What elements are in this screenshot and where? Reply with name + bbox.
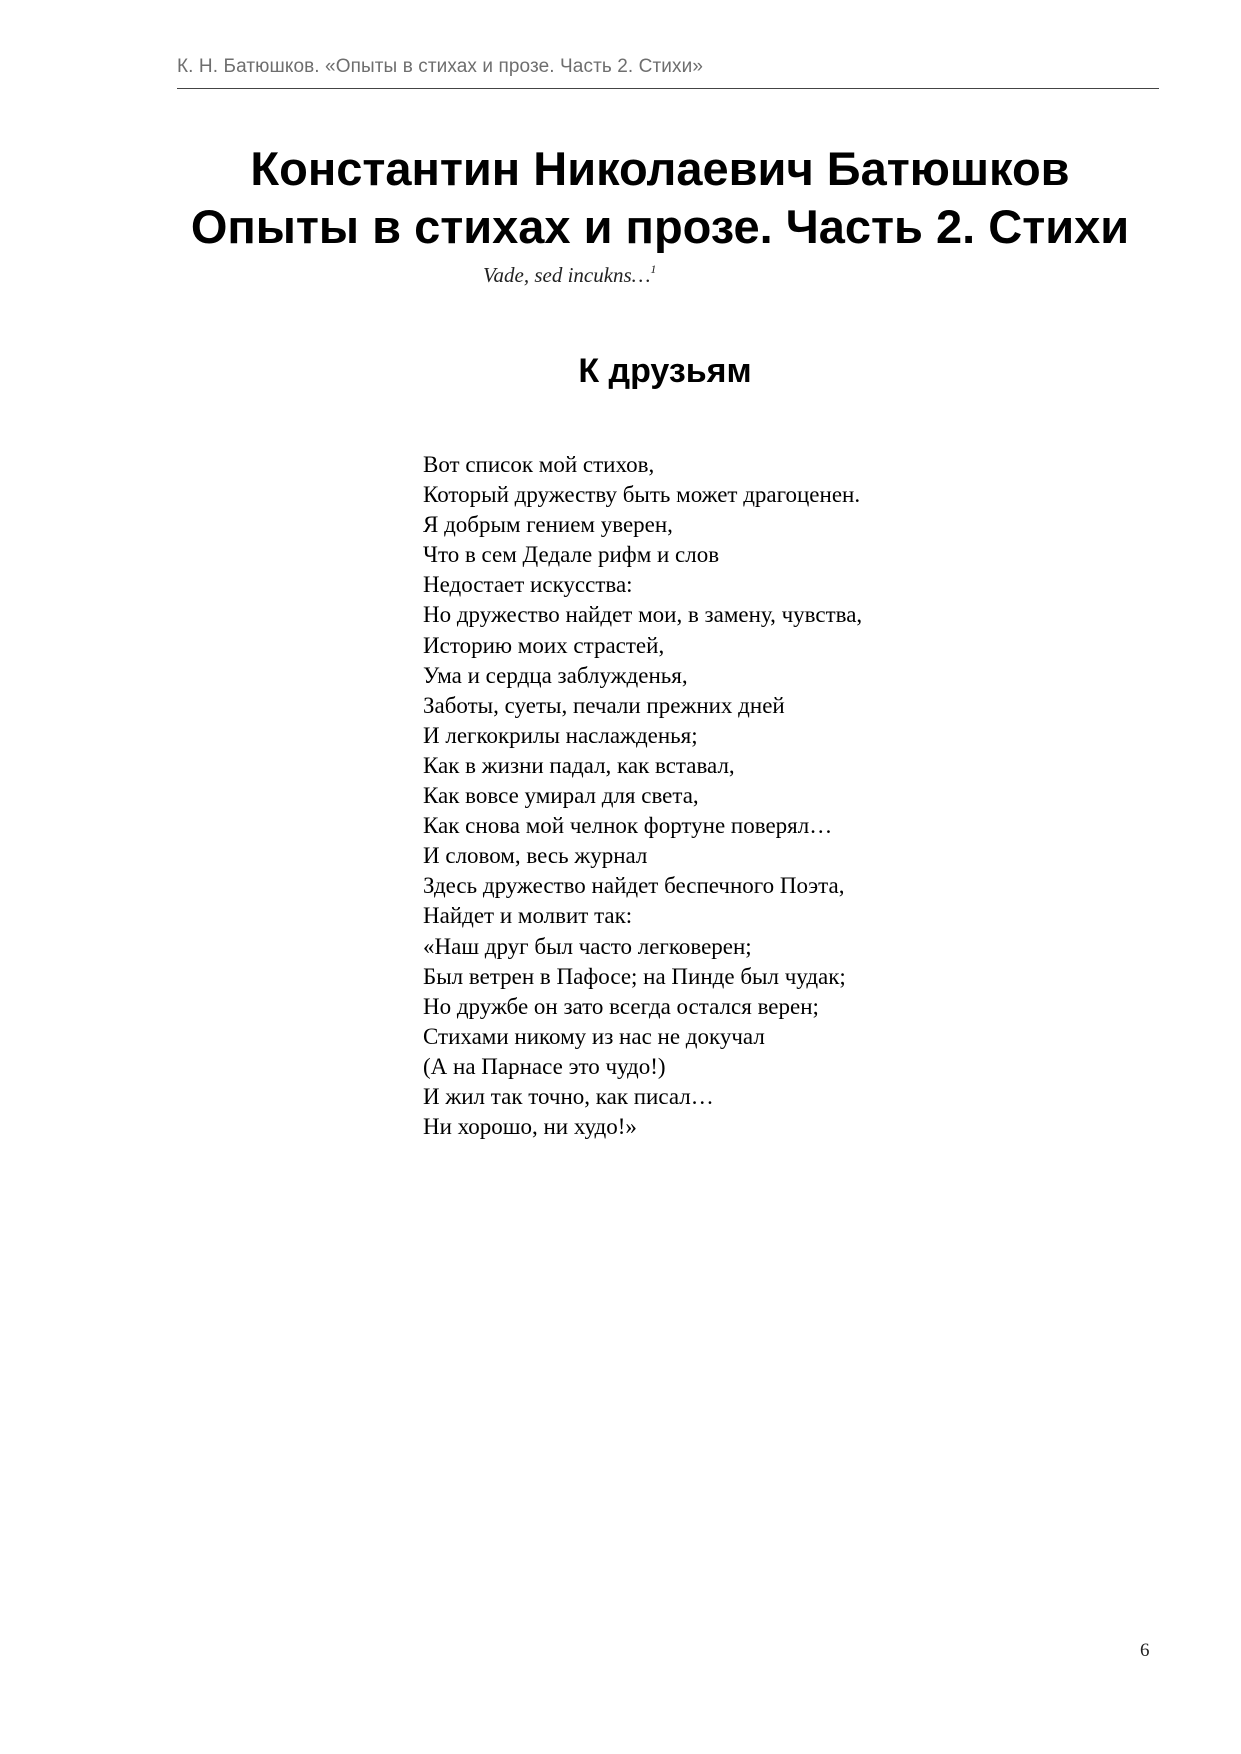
poem-line: Историю моих страстей, [423,632,665,658]
poem-line: Я добрым гением уверен, [423,512,673,538]
poem-line: «Наш друг был часто легковерен; [423,933,752,959]
page-number: 6 [1140,1640,1150,1661]
poem-line: Ни хорошо, ни худо!» [423,1114,637,1140]
poem-line: Но дружбе он зато всегда остался верен; [423,993,819,1019]
poem-line: Вот список мой стихов, [423,452,655,477]
poem-line: И жил так точно, как писал… [423,1083,714,1109]
poem-line: Как снова мой челнок фортуне поверял… [423,813,833,839]
poem-line: И легкокрилы наслажденья; [423,722,698,748]
book-title-author: Константин Николаевич Батюшков [250,142,1070,195]
running-header: К. Н. Батюшков. «Опыты в стихах и прозе. Часть 2. Стихи» [177,56,703,77]
poem-line: Найдет и молвит так: [423,903,633,929]
epigraph-text: Vade, sed incukns… [483,263,651,287]
poem-line: Но дружество найдет мои, в замену, чувства, [423,602,863,628]
poem-title: К друзьям [578,352,752,390]
poem-body [423,450,862,1142]
poem-line: Как вовсе умирал для света, [423,783,699,809]
book-title-work: Опыты в стихах и прозе. Часть 2. Стихи [190,200,1130,253]
poem-line: Стихами никому из нас не докучал [423,1023,765,1049]
poem-line: (А на Парнасе это чудо!) [423,1053,666,1079]
footnote-reference[interactable]: 1 [650,262,657,276]
poem-line: Заботы, суеты, печали прежних дней [423,692,785,718]
poem-line: Был ветрен в Пафосе; на Пинде был чудак; [423,963,846,989]
poem-line: Здесь дружество найдет беспечного Поэта, [423,873,845,899]
header-divider [177,88,1159,89]
poem-line: И словом, весь журнал [423,843,648,869]
epigraph [483,262,656,288]
poem-line: Недостает искусства: [423,572,633,598]
book-title [160,140,1160,256]
poem-line: Что в сем Дедале рифм и слов [423,542,720,568]
poem-line: Который дружеству быть может драгоценен. [423,482,861,508]
poem-line: Как в жизни падал, как вставал, [423,752,735,778]
poem-line: Ума и сердца заблужденья, [423,662,688,688]
